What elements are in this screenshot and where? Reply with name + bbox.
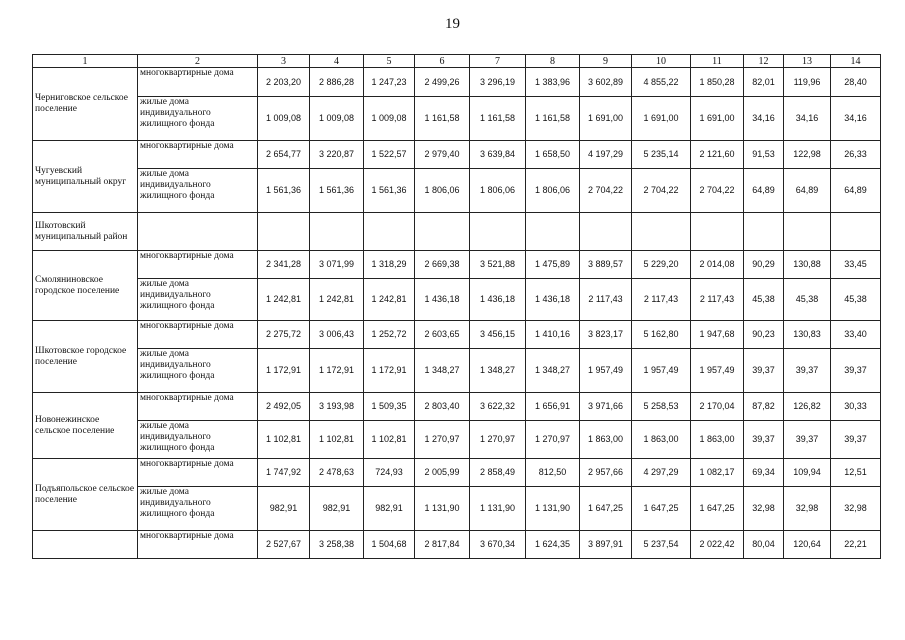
value-cell: 119,96: [784, 68, 831, 97]
value-cell: 130,88: [784, 251, 831, 279]
value-cell: 1 102,81: [258, 421, 310, 459]
housing-type: [138, 213, 258, 251]
value-cell: 1 647,25: [580, 487, 632, 531]
value-cell: [691, 213, 744, 251]
value-cell: 39,37: [784, 349, 831, 393]
value-cell: [831, 213, 881, 251]
value-cell: 1 247,23: [364, 68, 415, 97]
value-cell: 1 131,90: [526, 487, 580, 531]
housing-type: многоквартирные дома: [138, 459, 258, 487]
settlement-name: Черниговское сельское поселение: [33, 68, 138, 141]
table-row: [33, 459, 881, 487]
value-cell: 2 117,43: [580, 279, 632, 321]
value-cell: 3 639,84: [470, 141, 526, 169]
value-cell: [580, 213, 632, 251]
value-cell: 724,93: [364, 459, 415, 487]
value-cell: 2 979,40: [415, 141, 470, 169]
value-cell: 2 957,66: [580, 459, 632, 487]
value-cell: 2 117,43: [632, 279, 691, 321]
value-cell: 5 258,53: [632, 393, 691, 421]
value-cell: 1 009,08: [258, 97, 310, 141]
value-cell: 4 855,22: [632, 68, 691, 97]
value-cell: 39,37: [744, 421, 784, 459]
value-cell: 3 071,99: [310, 251, 364, 279]
value-cell: 34,16: [744, 97, 784, 141]
table-row: [33, 421, 881, 459]
value-cell: 1 561,36: [364, 169, 415, 213]
value-cell: 2 121,60: [691, 141, 744, 169]
value-cell: 1 161,58: [415, 97, 470, 141]
table-row: [33, 97, 881, 141]
value-cell: 1 131,90: [470, 487, 526, 531]
value-cell: 2 014,08: [691, 251, 744, 279]
column-number-14: 14: [831, 55, 881, 68]
value-cell: 1 806,06: [526, 169, 580, 213]
value-cell: 1 172,91: [310, 349, 364, 393]
value-cell: 1 082,17: [691, 459, 744, 487]
value-cell: 2 117,43: [691, 279, 744, 321]
value-cell: 30,33: [831, 393, 881, 421]
value-cell: 1 647,25: [691, 487, 744, 531]
table-row: [33, 393, 881, 421]
value-cell: 130,83: [784, 321, 831, 349]
value-cell: 39,37: [744, 349, 784, 393]
value-cell: 2 527,67: [258, 531, 310, 559]
value-cell: 64,89: [831, 169, 881, 213]
value-cell: 4 197,29: [580, 141, 632, 169]
value-cell: 26,33: [831, 141, 881, 169]
settlement-name: [33, 531, 138, 559]
value-cell: 34,16: [831, 97, 881, 141]
value-cell: 5 229,20: [632, 251, 691, 279]
value-cell: 2 858,49: [470, 459, 526, 487]
column-number-2: 2: [138, 55, 258, 68]
value-cell: 32,98: [831, 487, 881, 531]
value-cell: 1 561,36: [310, 169, 364, 213]
value-cell: 2 803,40: [415, 393, 470, 421]
value-cell: 122,98: [784, 141, 831, 169]
value-cell: 34,16: [784, 97, 831, 141]
value-cell: 3 670,34: [470, 531, 526, 559]
value-cell: 3 193,98: [310, 393, 364, 421]
value-cell: [744, 213, 784, 251]
value-cell: 1 161,58: [470, 97, 526, 141]
value-cell: 91,53: [744, 141, 784, 169]
value-cell: 3 296,19: [470, 68, 526, 97]
value-cell: 1 318,29: [364, 251, 415, 279]
value-cell: 1 475,89: [526, 251, 580, 279]
housing-type: жилые дома индивидуального жилищного фонда: [138, 421, 258, 459]
value-cell: 982,91: [258, 487, 310, 531]
value-cell: 1 348,27: [526, 349, 580, 393]
value-cell: 1 504,68: [364, 531, 415, 559]
column-number-7: 7: [470, 55, 526, 68]
value-cell: [415, 213, 470, 251]
value-cell: 45,38: [744, 279, 784, 321]
column-number-3: 3: [258, 55, 310, 68]
value-cell: 1 242,81: [364, 279, 415, 321]
value-cell: 1 561,36: [258, 169, 310, 213]
value-cell: 1 172,91: [258, 349, 310, 393]
value-cell: 5 235,14: [632, 141, 691, 169]
value-cell: 3 006,43: [310, 321, 364, 349]
value-cell: 1 161,58: [526, 97, 580, 141]
value-cell: 1 863,00: [691, 421, 744, 459]
value-cell: 2 275,72: [258, 321, 310, 349]
value-cell: 1 436,18: [470, 279, 526, 321]
settlement-name: Новонежинское сельское поселение: [33, 393, 138, 459]
settlement-name: Шкотовский муниципальный район: [33, 213, 138, 251]
value-cell: 1 624,35: [526, 531, 580, 559]
value-cell: [310, 213, 364, 251]
value-cell: 1 383,96: [526, 68, 580, 97]
housing-type: жилые дома индивидуального жилищного фонда: [138, 487, 258, 531]
housing-type: многоквартирные дома: [138, 531, 258, 559]
value-cell: 3 889,57: [580, 251, 632, 279]
housing-type: жилые дома индивидуального жилищного фонда: [138, 97, 258, 141]
value-cell: 1 691,00: [632, 97, 691, 141]
value-cell: 1 009,08: [310, 97, 364, 141]
housing-type: многоквартирные дома: [138, 141, 258, 169]
table-row: [33, 487, 881, 531]
settlement-name: Чугуевский муниципальный округ: [33, 141, 138, 213]
value-cell: 3 258,38: [310, 531, 364, 559]
value-cell: 90,29: [744, 251, 784, 279]
value-cell: 1 647,25: [632, 487, 691, 531]
value-cell: 39,37: [831, 349, 881, 393]
column-number-13: 13: [784, 55, 831, 68]
value-cell: 28,40: [831, 68, 881, 97]
value-cell: 1 436,18: [415, 279, 470, 321]
value-cell: 32,98: [784, 487, 831, 531]
value-cell: 1 009,08: [364, 97, 415, 141]
value-cell: 1 691,00: [580, 97, 632, 141]
value-cell: 1 522,57: [364, 141, 415, 169]
value-cell: 982,91: [310, 487, 364, 531]
table-row: [33, 279, 881, 321]
value-cell: 3 971,66: [580, 393, 632, 421]
value-cell: [258, 213, 310, 251]
value-cell: 2 669,38: [415, 251, 470, 279]
value-cell: 120,64: [784, 531, 831, 559]
value-cell: 5 237,54: [632, 531, 691, 559]
value-cell: 3 602,89: [580, 68, 632, 97]
value-cell: 1 658,50: [526, 141, 580, 169]
value-cell: 982,91: [364, 487, 415, 531]
value-cell: 2 341,28: [258, 251, 310, 279]
value-cell: 69,34: [744, 459, 784, 487]
value-cell: 2 499,26: [415, 68, 470, 97]
value-cell: 1 806,06: [470, 169, 526, 213]
table-row: [33, 68, 881, 97]
value-cell: 39,37: [831, 421, 881, 459]
value-cell: 80,04: [744, 531, 784, 559]
value-cell: 33,40: [831, 321, 881, 349]
value-cell: 2 492,05: [258, 393, 310, 421]
page-number: 19: [445, 16, 460, 32]
value-cell: 2 170,04: [691, 393, 744, 421]
value-cell: 1 102,81: [364, 421, 415, 459]
value-cell: 2 704,22: [632, 169, 691, 213]
housing-type: жилые дома индивидуального жилищного фонда: [138, 279, 258, 321]
column-number-row: [33, 55, 881, 68]
housing-type: жилые дома индивидуального жилищного фонда: [138, 349, 258, 393]
value-cell: 2 203,20: [258, 68, 310, 97]
settlement-name: Подъяпольское сельское поселение: [33, 459, 138, 531]
value-cell: 1 131,90: [415, 487, 470, 531]
value-cell: 82,01: [744, 68, 784, 97]
value-cell: 2 886,28: [310, 68, 364, 97]
value-cell: 12,51: [831, 459, 881, 487]
value-cell: 22,21: [831, 531, 881, 559]
value-cell: [470, 213, 526, 251]
value-cell: 45,38: [784, 279, 831, 321]
column-number-6: 6: [415, 55, 470, 68]
value-cell: 1 102,81: [310, 421, 364, 459]
value-cell: 2 478,63: [310, 459, 364, 487]
housing-type: многоквартирные дома: [138, 68, 258, 97]
column-number-12: 12: [744, 55, 784, 68]
column-number-5: 5: [364, 55, 415, 68]
column-number-10: 10: [632, 55, 691, 68]
settlement-name: Смоляниновское городское поселение: [33, 251, 138, 321]
value-cell: [632, 213, 691, 251]
column-number-8: 8: [526, 55, 580, 68]
value-cell: 1 252,72: [364, 321, 415, 349]
value-cell: 1 348,27: [415, 349, 470, 393]
value-cell: 109,94: [784, 459, 831, 487]
value-cell: 1 947,68: [691, 321, 744, 349]
value-cell: 1 957,49: [691, 349, 744, 393]
value-cell: 90,23: [744, 321, 784, 349]
housing-type: многоквартирные дома: [138, 321, 258, 349]
column-number-1: 1: [33, 55, 138, 68]
table-row: [33, 213, 881, 251]
value-cell: 39,37: [784, 421, 831, 459]
value-cell: 1 957,49: [580, 349, 632, 393]
value-cell: 2 704,22: [691, 169, 744, 213]
value-cell: 2 603,65: [415, 321, 470, 349]
table-row: [33, 349, 881, 393]
value-cell: 1 863,00: [632, 421, 691, 459]
value-cell: 1 957,49: [632, 349, 691, 393]
value-cell: 1 691,00: [691, 97, 744, 141]
value-cell: 64,89: [744, 169, 784, 213]
value-cell: 1 348,27: [470, 349, 526, 393]
value-cell: 1 270,97: [526, 421, 580, 459]
value-cell: 45,38: [831, 279, 881, 321]
value-cell: 4 297,29: [632, 459, 691, 487]
value-cell: 1 656,91: [526, 393, 580, 421]
value-cell: 812,50: [526, 459, 580, 487]
value-cell: 1 410,16: [526, 321, 580, 349]
value-cell: 2 005,99: [415, 459, 470, 487]
column-number-9: 9: [580, 55, 632, 68]
value-cell: 3 823,17: [580, 321, 632, 349]
table-row: [33, 169, 881, 213]
value-cell: 1 270,97: [415, 421, 470, 459]
value-cell: 64,89: [784, 169, 831, 213]
value-cell: 32,98: [744, 487, 784, 531]
value-cell: 1 242,81: [258, 279, 310, 321]
value-cell: 1 242,81: [310, 279, 364, 321]
value-cell: 1 436,18: [526, 279, 580, 321]
value-cell: 1 863,00: [580, 421, 632, 459]
value-cell: 2 704,22: [580, 169, 632, 213]
value-cell: 1 850,28: [691, 68, 744, 97]
table-row: [33, 531, 881, 559]
table-row: [33, 251, 881, 279]
value-cell: 126,82: [784, 393, 831, 421]
column-number-4: 4: [310, 55, 364, 68]
value-cell: 2 654,77: [258, 141, 310, 169]
value-cell: 3 897,91: [580, 531, 632, 559]
value-cell: 87,82: [744, 393, 784, 421]
tariff-table: [32, 54, 881, 559]
value-cell: 1 270,97: [470, 421, 526, 459]
table-row: [33, 141, 881, 169]
value-cell: 2 022,42: [691, 531, 744, 559]
value-cell: 1 172,91: [364, 349, 415, 393]
value-cell: 1 509,35: [364, 393, 415, 421]
housing-type: многоквартирные дома: [138, 393, 258, 421]
value-cell: [784, 213, 831, 251]
value-cell: 3 456,15: [470, 321, 526, 349]
column-number-11: 11: [691, 55, 744, 68]
value-cell: 1 806,06: [415, 169, 470, 213]
table-row: [33, 321, 881, 349]
value-cell: [526, 213, 580, 251]
value-cell: [364, 213, 415, 251]
value-cell: 2 817,84: [415, 531, 470, 559]
housing-type: многоквартирные дома: [138, 251, 258, 279]
housing-type: жилые дома индивидуального жилищного фонда: [138, 169, 258, 213]
value-cell: 3 220,87: [310, 141, 364, 169]
value-cell: 33,45: [831, 251, 881, 279]
value-cell: 5 162,80: [632, 321, 691, 349]
value-cell: 3 521,88: [470, 251, 526, 279]
value-cell: 1 747,92: [258, 459, 310, 487]
value-cell: 3 622,32: [470, 393, 526, 421]
settlement-name: Шкотовское городское поселение: [33, 321, 138, 393]
